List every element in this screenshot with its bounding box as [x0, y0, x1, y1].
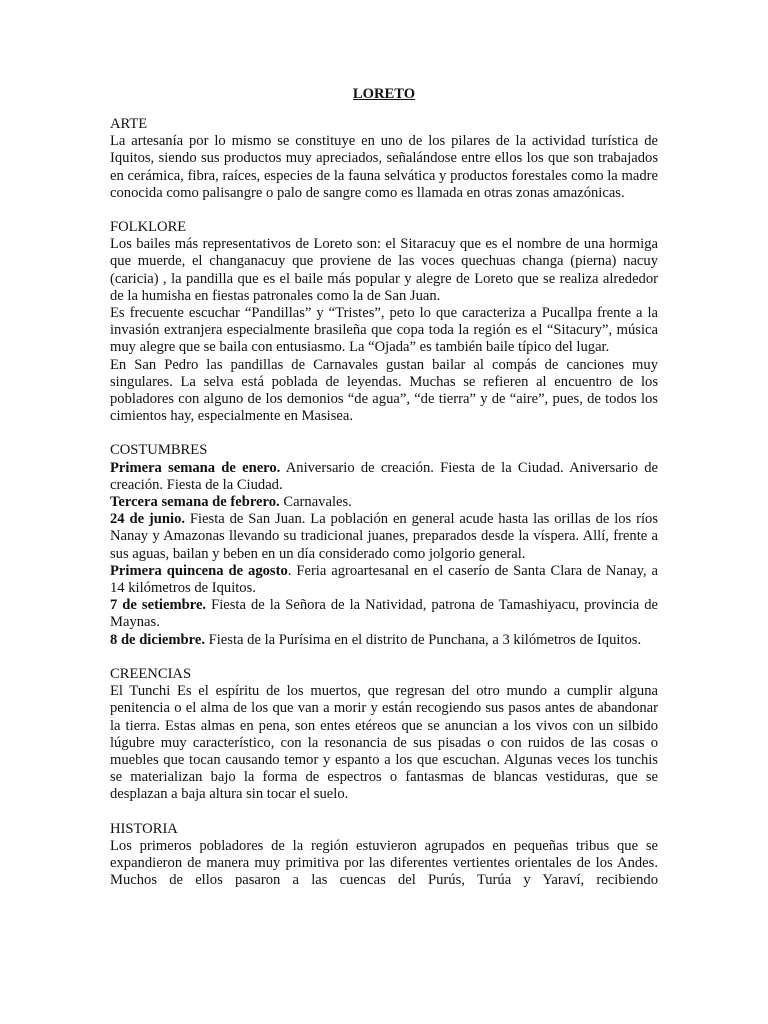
- arte-paragraph: La artesanía por lo mismo se constituye en uno de los pilares de la actividad turística de Iquitos, siendo sus productos muy apreciados, señalándose entre ellos los que son trabajados en cerámica, fibra, raíces, especies de la fauna selvática y productos forestales como la madre conocida como palisangre o palo de sangre como es llamada en otras zonas amazónicas.: [110, 133, 658, 201]
- costumbres-entry: [110, 494, 658, 511]
- entry-text: Fiesta de la Purísima en el distrito de Punchana, a 3 kilómetros de Iquitos.: [204, 631, 642, 648]
- entry-date: 7 de setiembre.: [110, 597, 207, 614]
- entry-text: Fiesta de la Señora de la Natividad, patrona de Tamashiyacu, provincia de Maynas.: [110, 597, 658, 631]
- folklore-paragraph: Los bailes más representativos de Loreto son: el Sitaracuy que es el nombre de una hormiga que muerde, el changanacuy que proviene de las voces quechuas changa (pierna) nacuy (caricia) , la pandilla que es el baile más popular y alegre de Loreto que se realiza alrededor de la humisha en fiestas patronales como la de San Juan.: [110, 236, 658, 304]
- entry-date: Primera quincena de agosto: [110, 562, 288, 579]
- document-title: LORETO: [352, 86, 416, 102]
- section-heading-historia: HISTORIA: [110, 820, 178, 837]
- document-page: [110, 86, 658, 906]
- section-folklore: [110, 219, 658, 425]
- entry-text: Carnavales.: [279, 494, 352, 511]
- section-costumbres: [110, 442, 658, 648]
- entry-date: 24 de junio.: [110, 511, 186, 528]
- section-heading-arte: ARTE: [110, 116, 148, 132]
- section-historia: [110, 821, 658, 890]
- costumbres-entry: [110, 632, 658, 649]
- section-creencias: [110, 666, 658, 804]
- folklore-paragraph: En San Pedro las pandillas de Carnavales gustan bailar al compás de canciones muy singulares. La selva está poblada de leyendas. Muchas se refieren al encuentro de los pobladores con alguno de los demonios “de agua”, “de tierra” y de “aire”, pues, de todos los cimientos hay, especialmente en Masisea.: [110, 356, 658, 425]
- costumbres-entry: [110, 511, 658, 563]
- section-heading-creencias: CREENCIAS: [110, 665, 192, 682]
- entry-text: . Feria agroartesanal en el caserío de Santa Clara de Nanay, a 14 kilómetros de Iquitos.: [110, 562, 658, 597]
- section-heading-costumbres: COSTUMBRES: [110, 442, 208, 459]
- entry-text: Fiesta de San Juan. La población en general acude hasta las orillas de los ríos Nanay y Amazonas llevando su tradicional juanes, preparados desde la víspera. Allí, frente a sus aguas, bailan y beben en un día considerado como jolgorio general.: [110, 511, 658, 562]
- costumbres-entry: [110, 597, 658, 631]
- creencias-paragraph: El Tunchi Es el espíritu de los muertos, que regresan del otro mundo a cumplir alguna penitencia o el alma de los que van a morir y están recogiendo sus pasos antes de abandonar la tierra. Estas almas en pena, son entes etéreos que se anuncian a los vivos con un silbido lúgubre muy característico, con la resonancia de sus pisadas o con ruidos de las cosas o muebles que tocan causando temor y espanto a los que escuchan. Algunas veces los tunchis se materializan bajo la forma de espectros o fantasmas de blancas vestiduras, que se desplazan a baja altura sin tocar el suelo.: [110, 683, 658, 803]
- entry-date: Tercera semana de febrero.: [110, 494, 280, 511]
- section-heading-folklore: FOLKLORE: [110, 219, 187, 236]
- entry-text: Aniversario de creación. Fiesta de la Ciudad. Aniversario de creación. Fiesta de la Ciudad.: [110, 459, 658, 493]
- entry-date: Primera semana de enero.: [110, 459, 281, 476]
- historia-paragraph: Los primeros pobladores de la región estuvieron agrupados en pequeñas tribus que se expandieron de manera muy primitiva por las diferentes vertientes orientales de los Andes. Muchos de ellos pasaron a las cuencas del Purús, Turúa y Yaraví, recibiendo: [110, 837, 658, 889]
- entry-date: 8 de diciembre.: [110, 631, 205, 648]
- folklore-paragraph: Es frecuente escuchar “Pandillas” y “Tristes”, peto lo que caracteriza a Pucallpa frente a la invasión extranjera especialmente brasileña que copa toda la región es el “Sitacury”, música muy alegre que se baila con entusiasmo. La “Ojada” es también baile típico del lugar.: [110, 305, 658, 356]
- costumbres-entry: [110, 563, 658, 597]
- section-arte: [110, 116, 658, 202]
- costumbres-entry: [110, 460, 658, 494]
